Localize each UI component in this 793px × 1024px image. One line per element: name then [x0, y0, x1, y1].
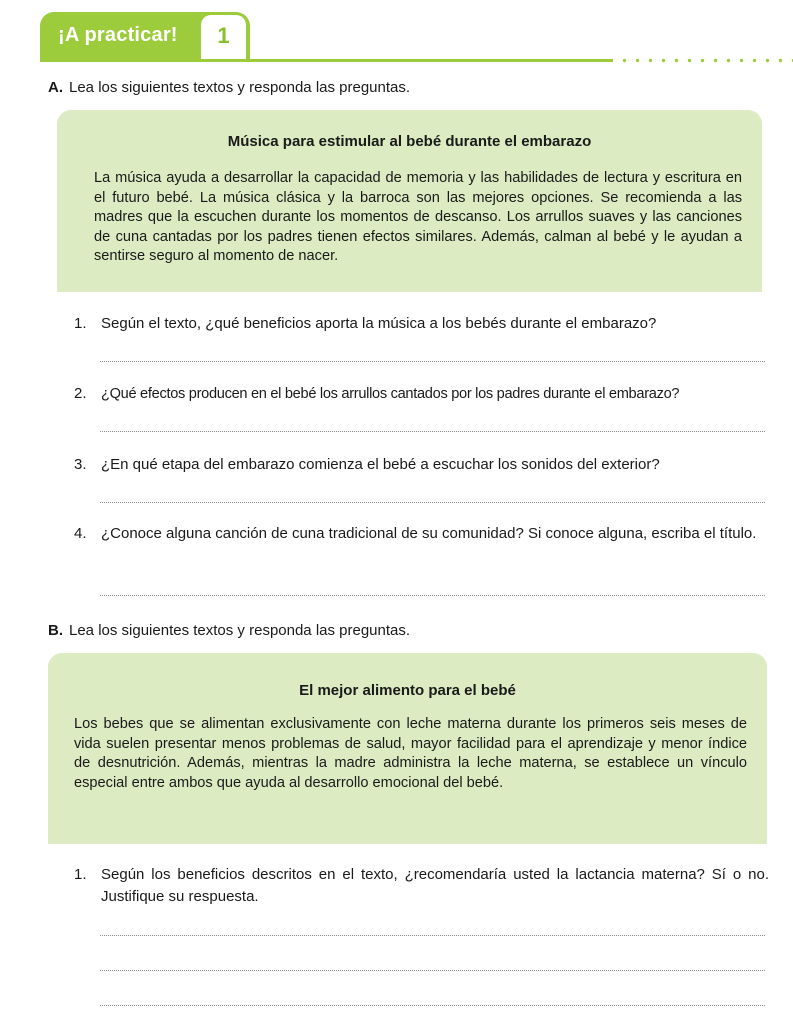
header-dotted-rule: [618, 58, 793, 63]
answer-line-a4[interactable]: [100, 595, 765, 596]
reading-box-b-title: El mejor alimento para el bebé: [299, 682, 516, 699]
question-text: ¿En qué etapa del embarazo comienza el bebé a escuchar los sonidos del exterior?: [101, 456, 660, 473]
answer-line-a3[interactable]: [100, 502, 765, 503]
section-a-letter: A.: [48, 79, 63, 96]
section-b-instruction: [48, 622, 410, 639]
section-b-letter: B.: [48, 622, 63, 639]
reading-box-b: [48, 653, 767, 844]
question-number: 3.: [74, 456, 87, 473]
question-text: Según el texto, ¿qué beneficios aporta la música a los bebés durante el embarazo?: [101, 315, 657, 332]
question-text: ¿Qué efectos producen en el bebé los arrullos cantados por los padres durante el embarazo?: [101, 386, 680, 402]
question-a4: [74, 523, 769, 571]
question-text: ¿Conoce alguna canción de cuna tradicional de su comunidad? Si conoce alguna, escriba el título.: [101, 525, 757, 542]
activity-title: ¡A practicar!: [58, 24, 178, 46]
question-number: 4.: [74, 525, 87, 542]
answer-line-b1-3[interactable]: [100, 1005, 765, 1006]
answer-line-b1-1[interactable]: [100, 935, 765, 936]
answer-line-a2[interactable]: [100, 431, 765, 432]
activity-number-badge: [201, 15, 246, 61]
activity-banner: [40, 12, 250, 62]
header-rule: [40, 59, 613, 62]
question-a3: [74, 454, 769, 478]
question-a2: [74, 383, 769, 407]
question-text: Según los beneficios descritos en el texto, ¿recomendaría usted la lactancia materna? Sí o no. Justifique su respuesta.: [101, 866, 769, 905]
reading-box-a: [57, 110, 762, 292]
reading-box-b-body: Los bebes que se alimentan exclusivamente con leche materna durante los primeros seis meses de vida suelen presentar menos problemas de salud, mayor facilidad para el aprendizaje y menor índice de desnutrición. Además, mientras la madre administra la leche materna, se establece un vínculo especial entre ambos que ayuda al desarrollo emocional del bebé.: [74, 716, 747, 791]
question-number: 1.: [74, 866, 87, 883]
section-a-instruction: [48, 79, 410, 96]
question-b1: [74, 864, 769, 912]
reading-box-a-title: Música para estimular al bebé durante el embarazo: [227, 133, 592, 150]
activity-number: 1: [217, 23, 230, 48]
question-number: 2.: [74, 385, 87, 402]
answer-line-a1[interactable]: [100, 361, 765, 362]
section-b-instruction-text: Lea los siguientes textos y responda las preguntas.: [69, 622, 411, 639]
section-a-instruction-text: Lea los siguientes textos y responda las preguntas.: [69, 79, 411, 96]
question-number: 1.: [74, 315, 87, 332]
question-a1: [74, 313, 769, 337]
reading-box-a-body: La música ayuda a desarrollar la capacidad de memoria y las habilidades de lectura y escritura en el futuro bebé. La música clásica y la barroca son las mejores opciones. Se recomienda a las madres que la escuchen durante los momentos de descanso. Los arrullos suaves y las canciones de cuna cantadas por los padres tienen efectos similares. Además, calman al bebé y le ayudan a sentirse seguro al momento de nacer.: [94, 170, 742, 264]
answer-line-b1-2[interactable]: [100, 970, 765, 971]
